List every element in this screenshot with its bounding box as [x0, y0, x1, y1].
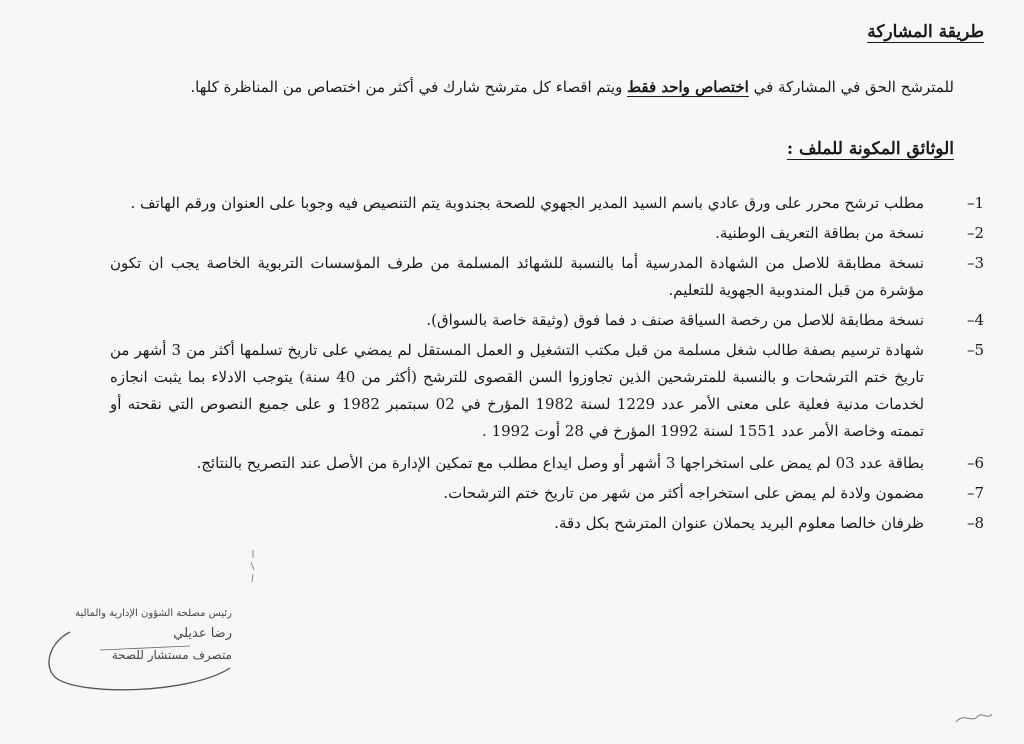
stamp-line-rank: متصرف مستشار للصحة — [111, 648, 232, 662]
corner-scribble-icon — [954, 710, 994, 726]
item-text: مطلب ترشح محرر على ورق عادي باسم السيد المدير الجهوي للصحة بجندوبة يتم التنصيص فيه وجوبا على العنوان ورقم الهاتف . — [130, 194, 924, 212]
list-item — [110, 450, 984, 477]
participation-heading: طريقة المشاركة — [867, 22, 984, 42]
list-item — [110, 220, 984, 247]
item-text: مضمون ولادة لم يمض على استخراجه أكثر من شهر من تاريخ ختم الترشحات. — [443, 484, 924, 502]
item-number: 4– — [966, 311, 984, 329]
intro-paragraph — [54, 78, 954, 96]
signature-stamp — [40, 598, 240, 698]
item-text: ظرفان خالصا معلوم البريد يحملان عنوان المترشح بكل دقة. — [554, 514, 924, 532]
item-number: 5– — [966, 341, 984, 359]
item-number: 6– — [966, 454, 984, 472]
item-number: 2– — [966, 224, 984, 242]
item-number: 3– — [966, 254, 984, 272]
documents-heading: الوثائق المكونة للملف : — [786, 139, 954, 159]
intro-part2: ويتم اقصاء كل مترشح شارك في أكثر من اختصاص من المناظرة كلها. — [190, 78, 628, 96]
list-item — [110, 307, 984, 334]
list-item — [110, 250, 984, 304]
item-number: 8– — [966, 514, 984, 532]
item-text: شهادة ترسيم بصفة طالب شغل مسلمة من قبل مكتب التشغيل و العمل المستقل لم يمضي على تاريخ تسلمها أكثر من 3 أشهر من تاريخ ختم الترشحات و بالنسبة للمترشحين الذين تجاوزوا السن القصوى للترشح (أكثر من 40 سنة) يتوجب الادلاء بما يثبت انجازه لخدمات مدنية فعلية على معنى الأمر عدد 1229 لسنة 1982 المؤرخ في 02 سبتمبر 1982 و على جميع النصوص التي نقحته أو تممته وخاصة الأمر عدد 1551 لسنة 1992 المؤرخ في 28 أوت 1992 . — [110, 341, 925, 440]
list-item — [110, 337, 984, 445]
item-text: نسخة مطابقة للاصل من رخصة السياقة صنف د فما فوق (وثيقة خاصة بالسواق). — [426, 311, 924, 329]
item-text: بطاقة عدد 03 لم يمض على استخراجها 3 أشهر أو وصل ايداع مطلب مع تمكين الإدارة من الأصل عند التصريح بالنتائج. — [196, 454, 924, 472]
item-text: نسخة مطابقة للاصل من الشهادة المدرسية أما بالنسبة للشهائد المسلمة من طرف المؤسسات التربوية الخاصة يجب ان تكون مؤشرة من قبل المندوبية الجهوية للتعليم. — [110, 254, 924, 299]
item-text: نسخة من بطاقة التعريف الوطنية. — [715, 224, 924, 242]
list-item — [110, 480, 984, 507]
item-number: 1– — [966, 194, 984, 212]
stamp-line-name: رضا عديلي — [173, 626, 232, 641]
ink-marks-icon — [248, 548, 258, 588]
list-item — [110, 510, 984, 537]
intro-part1: للمترشح الحق في المشاركة في — [748, 78, 954, 96]
list-item — [110, 190, 984, 217]
stamp-line-title: رئيس مصلحة الشؤون الإدارية والمالية — [75, 608, 232, 619]
item-number: 7– — [966, 484, 984, 502]
documents-list — [110, 190, 984, 537]
intro-emphasis: اختصاص واحد فقط — [627, 78, 749, 96]
